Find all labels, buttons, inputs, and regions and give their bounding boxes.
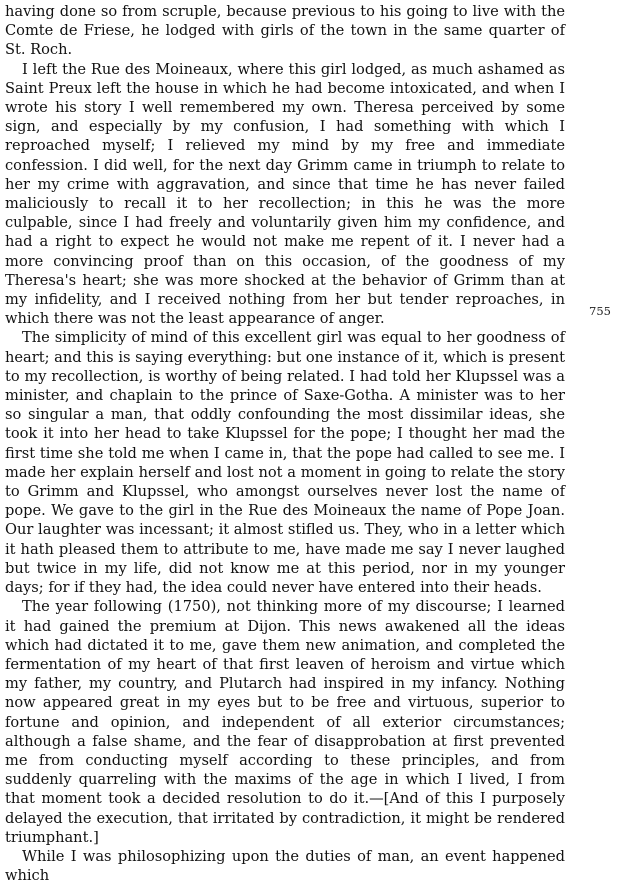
document-body	[5, 2, 565, 885]
paragraph-continuation: having done so from scruple, because previous to his going to live with the Comte de Friese, he lodged with girls of the town in the same quarter of St. Roch.	[5, 3, 565, 59]
paragraph-year-following: The year following (1750), not thinking more of my discourse; I learned it had gained the premium at Dijon. This news awakened all the ideas which had dictated it to me, gave them new animation, and completed the fermentation of my heart of that first leaven of heroism and virtue which my father, my country, and Plutarch had inspired in my infancy. Nothing now appeared great in my eyes but to be free and virtuous, superior to fortune and opinion, and independent of all exterior circumstances; although a false shame, and the fear of disapprobation at first prevented me from conducting myself according to these principles, and from suddenly quarreling with the maxims of the age in which I lived, I from that moment took a decided resolution to do it.—[And of this I purposely delayed the execution, that irritated by contradiction, it might be rendered triumphant.]	[5, 598, 565, 846]
page-number: 755	[589, 304, 611, 318]
paragraph-simplicity: The simplicity of mind of this excellent girl was equal to her goodness of heart; and this is saying everything: but one instance of it, which is present to my recollection, is worthy of being related. I had told her Klupssel was a minister, and chaplain to the prince of Saxe-Gotha. A minister was to her so singular a man, that oddly confounding the most dissimilar ideas, she took it into her head to take Klupssel for the pope; I thought her mad the first time she told me when I came in, that the pope had called to see me. I made her explain herself and lost not a moment in going to relate the story to Grimm and Klupssel, who amongst ourselves never lost the name of pope. We gave to the girl in the Rue des Moineaux the name of Pope Joan. Our laughter was incessant; it almost stifled us. They, who in a letter which it hath pleased them to attribute to me, have made me say I never laughed but twice in my life, did not know me at this period, nor in my younger days; for if they had, the idea could never have entered into their heads.	[5, 329, 565, 597]
paragraph-philosophizing: While I was philosophizing upon the duties of man, an event happened which	[5, 847, 565, 885]
paragraph-rue-des-moineaux: I left the Rue des Moineaux, where this girl lodged, as much ashamed as Saint Preux left the house in which he had become intoxicated, and when I wrote his story I well remembered my own. Theresa perceived by some sign, and especially by my confusion, I had something with which I reproached myself; I relieved my mind by my free and immediate confession. I did well, for the next day Grimm came in triumph to relate to her my crime with aggravation, and since that time he has never failed maliciously to recall it to her recollection; in this he was the more culpable, since I had freely and voluntarily given him my confidence, and had a right to expect he would not make me repent of it. I never had a more convincing proof than on this occasion, of the goodness of my Theresa's heart; she was more shocked at the behavior of Grimm than at my infidelity, and I received nothing from her but tender reproaches, in which there was not the least appearance of anger.	[5, 60, 565, 328]
